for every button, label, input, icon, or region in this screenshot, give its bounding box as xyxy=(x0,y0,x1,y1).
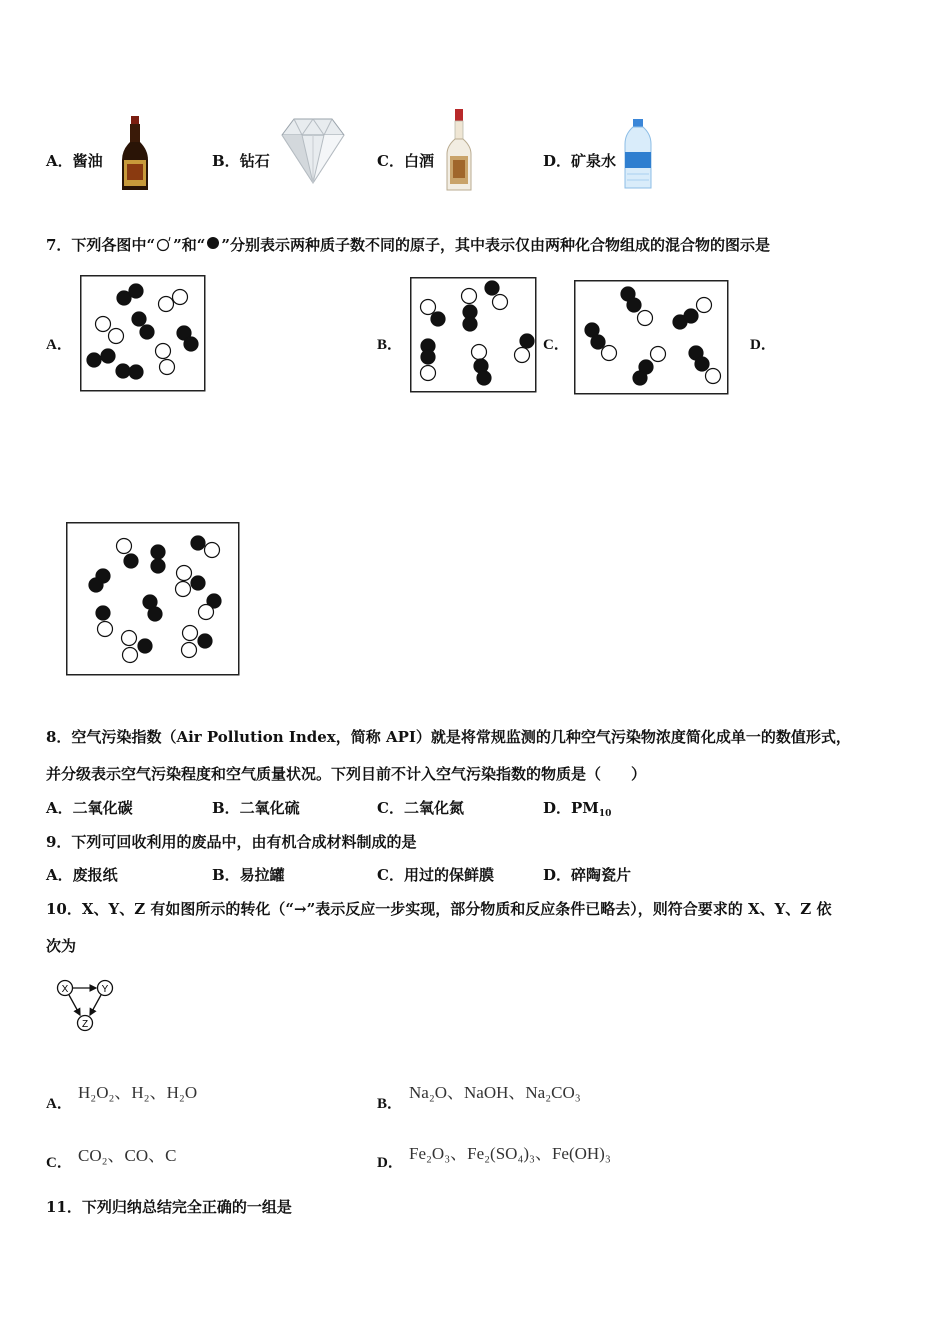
q8-option-c: C．二氧化氮 xyxy=(377,799,464,817)
q6-option-a: A．酱油 xyxy=(46,152,103,170)
node-y: Y xyxy=(101,984,109,995)
q10-stem-line2: 次为 xyxy=(46,937,77,955)
q10-label-c: C． xyxy=(46,1155,72,1171)
xyz-conversion-diagram xyxy=(54,977,118,1035)
q10-option-a: H₂O₂、H₂、H₂O xyxy=(78,1083,198,1102)
q9-option-d: D．碎陶瓷片 xyxy=(543,866,632,884)
q8-stem-line1: 8．空气污染指数（Air Pollution Index，简称 API）就是将常规监测的几种空气污染物浓度简化成单一的数值形式， xyxy=(46,728,851,746)
black-atom-icon xyxy=(205,236,221,252)
q8-option-a: A．二氧化碳 xyxy=(46,799,133,817)
q7-label-b: B． xyxy=(377,337,403,353)
q11-stem: 11．下列归纳总结完全正确的一组是 xyxy=(46,1198,292,1216)
liquor-bottle-icon xyxy=(444,108,474,192)
q7-diagram-d xyxy=(66,522,240,676)
q6-option-b: B．钻石 xyxy=(212,152,270,170)
q9-option-a: A．废报纸 xyxy=(46,866,118,884)
q8-option-d: D．$PM_{10}$ xyxy=(543,799,612,819)
q7-diagram-a xyxy=(80,275,206,392)
q9-option-b: B．易拉罐 xyxy=(212,866,285,884)
q9-option-c: C．用过的保鲜膜 xyxy=(377,866,494,884)
q10-option-c: CO₂、CO、C xyxy=(78,1146,177,1165)
white-atom-icon xyxy=(155,236,173,252)
q6-option-d: D．矿泉水 xyxy=(543,152,617,170)
soy-sauce-bottle-icon xyxy=(118,114,152,192)
q7-diagram-b xyxy=(410,277,537,393)
q7-label-a: A． xyxy=(46,337,72,353)
q10-option-b: Na₂O、NaOH、Na₂CO₃ xyxy=(409,1083,581,1102)
q8-option-b: B．二氧化硫 xyxy=(212,799,300,817)
q10-option-d: Fe₂O₃、Fe₂(SO₄)₃、Fe(OH)₃ xyxy=(409,1144,611,1163)
q7-stem: 7．下列各图中“ ”和“ ”分别表示两种质子数不同的原子，其中表示仅由两种化合物组成的混合物的图示是 xyxy=(46,236,770,254)
q8-stem-line2: 并分级表示空气污染程度和空气质量状况。下列目前不计入空气污染指数的物质是（ ） xyxy=(46,765,647,783)
q9-stem: 9．下列可回收利用的废品中，由有机合成材料制成的是 xyxy=(46,833,417,851)
q7-label-c: C． xyxy=(543,337,569,353)
q6-option-c: C．白酒 xyxy=(377,152,434,170)
q10-label-b: B． xyxy=(377,1096,403,1112)
diamond-icon xyxy=(280,117,346,185)
q10-stem-line1: 10．X、Y、Z 有如图所示的转化（“→”表示反应一步实现，部分物质和反应条件已略去），则符合要求的 X、Y、Z 依 xyxy=(46,900,832,918)
q10-label-d: D． xyxy=(377,1155,403,1171)
q7-label-d: D． xyxy=(750,337,776,353)
node-z: Z xyxy=(81,1019,89,1030)
q10-label-a: A． xyxy=(46,1096,72,1112)
q7-diagram-c xyxy=(574,280,729,395)
node-x: X xyxy=(61,984,69,995)
water-bottle-icon xyxy=(622,118,654,190)
